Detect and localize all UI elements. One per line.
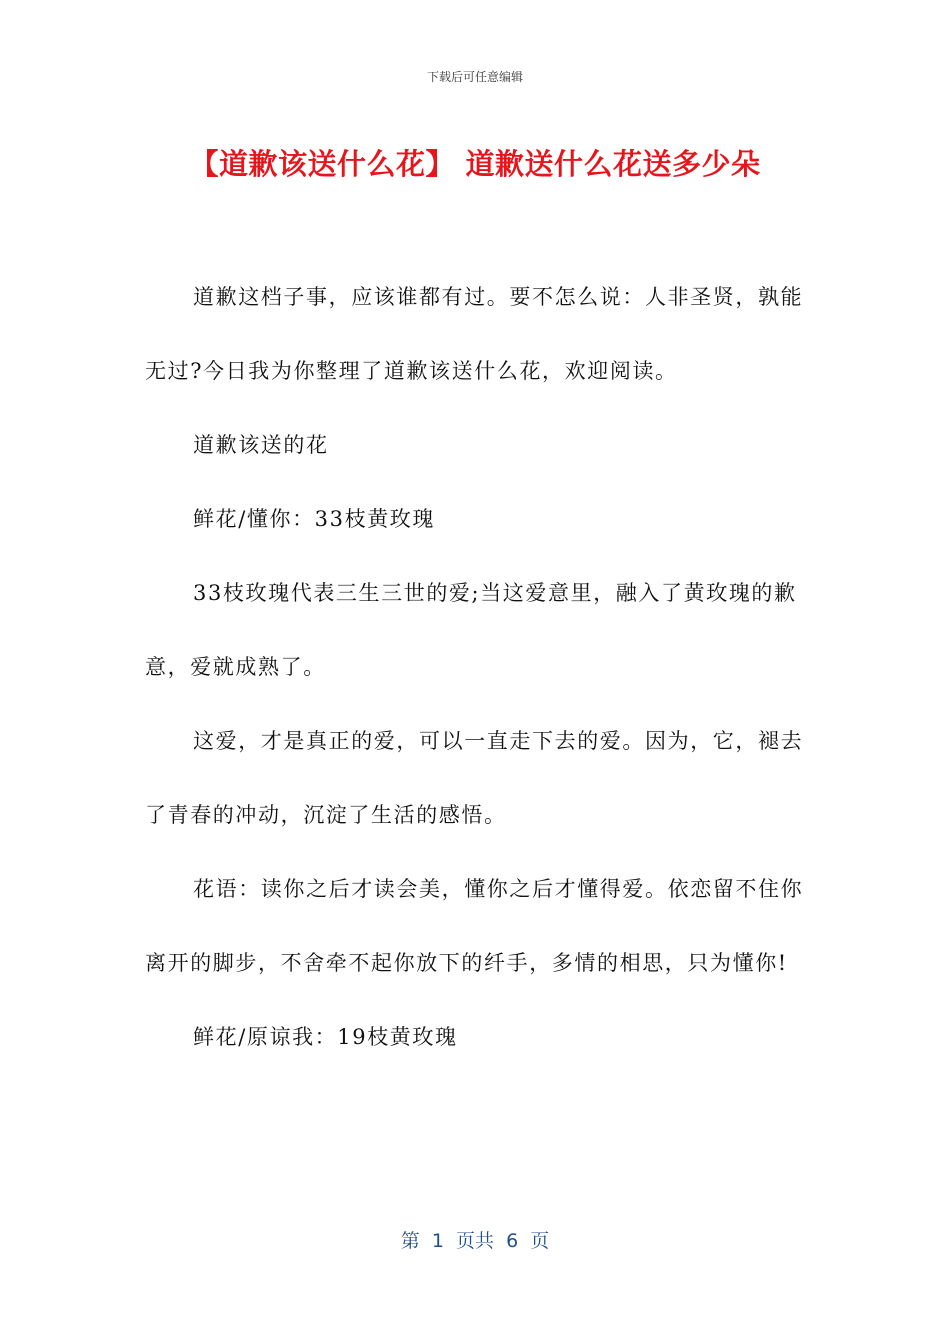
page-number-footer: 第 1 页共 6 页 bbox=[400, 1230, 550, 1252]
paragraph-intro: 道歉这档子事，应该谁都有过。要不怎么说：人非圣贤，孰能无过?今日我为你整理了道歉该送什么花，欢迎阅读。 bbox=[145, 285, 804, 383]
document-body bbox=[145, 260, 805, 1074]
paragraph-section-heading: 道歉该送的花 bbox=[193, 433, 329, 457]
paragraph-meaning: 33枝玫瑰代表三生三世的爱;当这爱意里，融入了黄玫瑰的歉意，爱就成熟了。 bbox=[145, 581, 797, 679]
paragraph-flower-2: 鲜花/原谅我：19枝黄玫瑰 bbox=[193, 1025, 458, 1049]
header-note: 下载后可任意编辑 bbox=[426, 70, 523, 84]
paragraph-flower-1: 鲜花/懂你：33枝黄玫瑰 bbox=[193, 507, 435, 531]
paragraph-flower-language: 花语：读你之后才读会美，懂你之后才懂得爱。依恋留不住你离开的脚步，不舍牵不起你放下的纤手，多情的相思，只为懂你! bbox=[145, 877, 804, 975]
document-title: 【道歉该送什么花】 道歉送什么花送多少朵 bbox=[189, 147, 761, 181]
paragraph-love: 这爱，才是真正的爱，可以一直走下去的爱。因为，它，褪去了青春的冲动，沉淀了生活的感悟。 bbox=[145, 729, 804, 827]
